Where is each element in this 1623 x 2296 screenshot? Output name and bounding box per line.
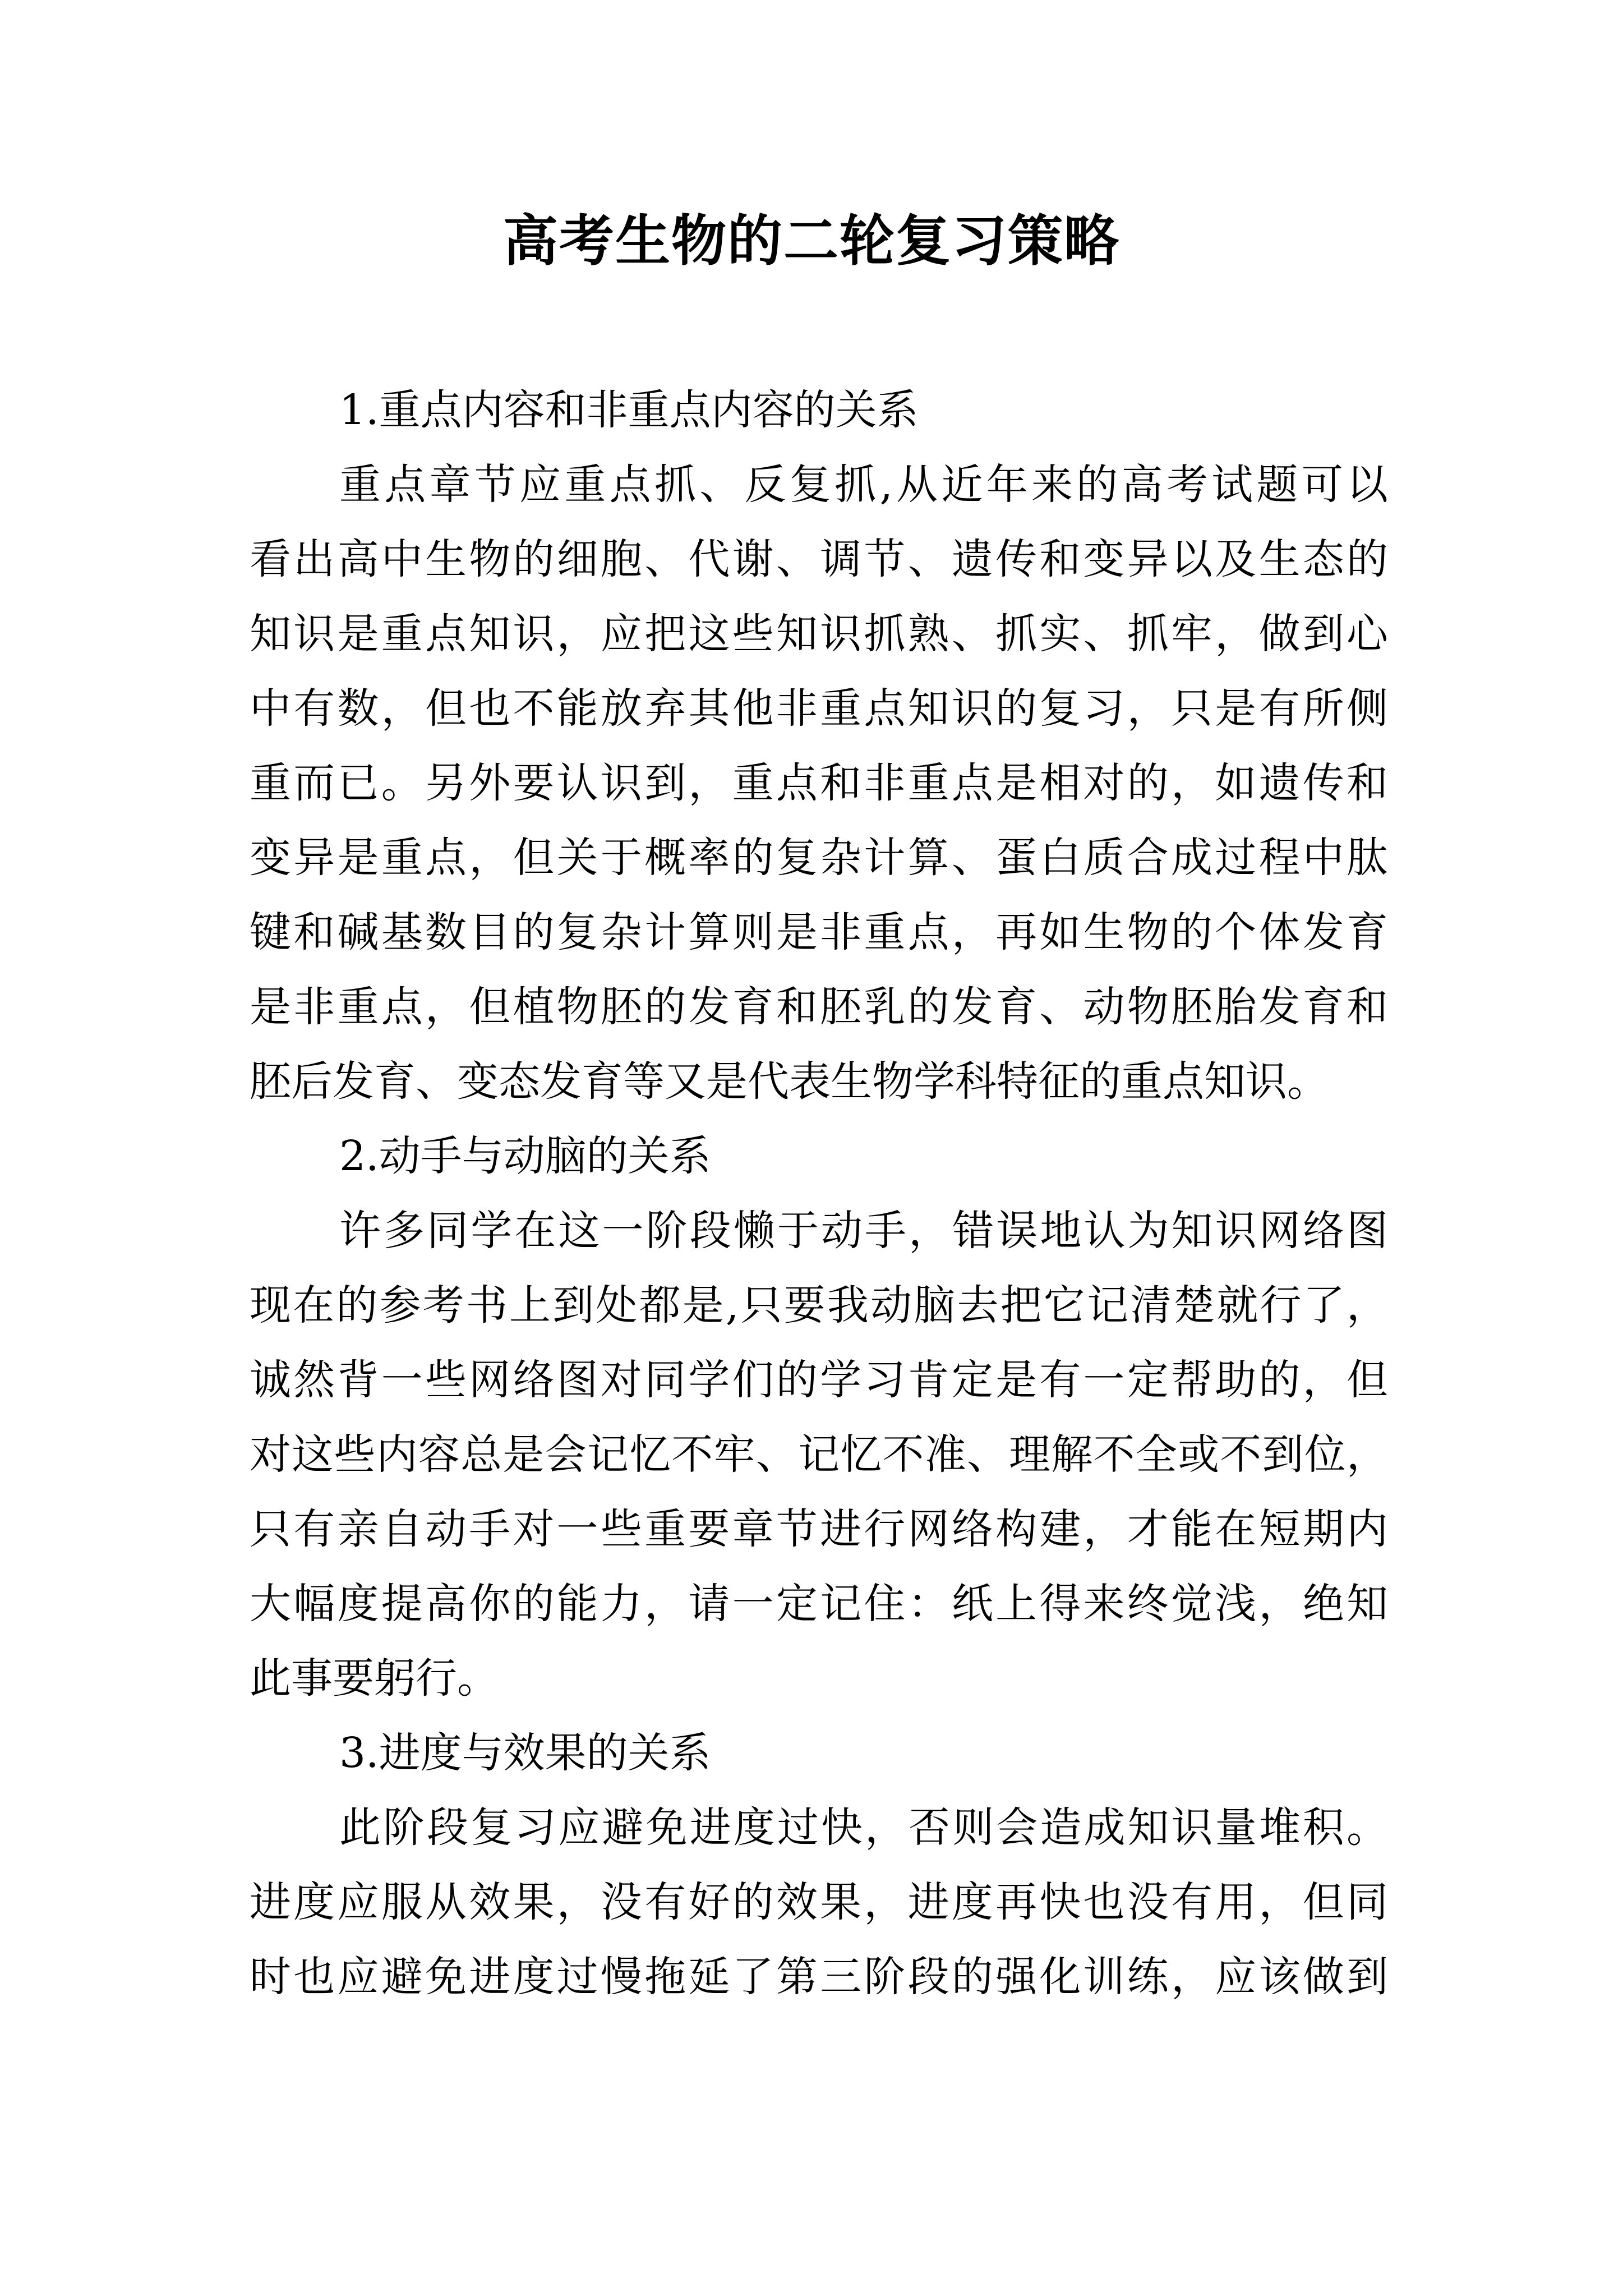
document-title: 高考生物的二轮复习策略: [502, 209, 1120, 273]
paragraph-line: 知识是重点知识，应把这些知识抓熟、抓实、抓牢，做到心: [250, 610, 1388, 658]
paragraph-line: 现在的参考书上到处都是,只要我动脑去把它记清楚就行了，: [250, 1281, 1388, 1329]
section-heading: 2.动手与动脑的关系: [339, 1132, 711, 1180]
paragraph-line: 诚然背一些网络图对同学们的学习肯定是有一定帮助的，但: [250, 1356, 1388, 1404]
paragraph-line: 此事要躬行。: [250, 1654, 499, 1703]
paragraph-line: 是非重点，但植物胚的发育和胚乳的发育、动物胚胎发育和: [250, 983, 1388, 1031]
section-heading: 1.重点内容和非重点内容的关系: [339, 386, 919, 434]
paragraph-line: 重点章节应重点抓、反复抓,从近年来的高考试题可以: [339, 461, 1388, 509]
paragraph-line: 胚后发育、变态发育等又是代表生物学科特征的重点知识。: [250, 1057, 1329, 1106]
paragraph-line: 此阶段复习应避免进度过快，否则会造成知识量堆积。: [339, 1803, 1388, 1852]
paragraph-line: 时也应避免进度过慢拖延了第三阶段的强化训练，应该做到: [250, 1953, 1388, 2001]
paragraph-line: 对这些内容总是会记忆不牢、记忆不准、理解不全或不到位，: [250, 1430, 1388, 1479]
paragraph-line: 只有亲自动手对一些重要章节进行网络构建，才能在短期内: [250, 1505, 1388, 1553]
document-body: [250, 373, 1388, 2014]
paragraph-line: 大幅度提高你的能力，请一定记住：纸上得来终觉浅，绝知: [250, 1580, 1388, 1628]
paragraph-line: 进度应服从效果，没有好的效果，进度再快也没有用，但同: [250, 1878, 1388, 1926]
section-heading: 3.进度与效果的关系: [339, 1729, 711, 1777]
paragraph-line: 中有数，但也不能放弃其他非重点知识的复习，只是有所侧: [250, 684, 1388, 733]
paragraph-line: 键和碱基数目的复杂计算则是非重点，再如生物的个体发育: [250, 908, 1388, 956]
paragraph-line: 看出高中生物的细胞、代谢、调节、遗传和变异以及生态的: [250, 535, 1388, 583]
paragraph-line: 许多同学在这一阶段懒于动手，错误地认为知识网络图: [339, 1207, 1388, 1255]
paragraph-line: 重而已。另外要认识到，重点和非重点是相对的，如遗传和: [250, 759, 1388, 807]
paragraph-line: 变异是重点，但关于概率的复杂计算、蛋白质合成过程中肽: [250, 834, 1388, 882]
